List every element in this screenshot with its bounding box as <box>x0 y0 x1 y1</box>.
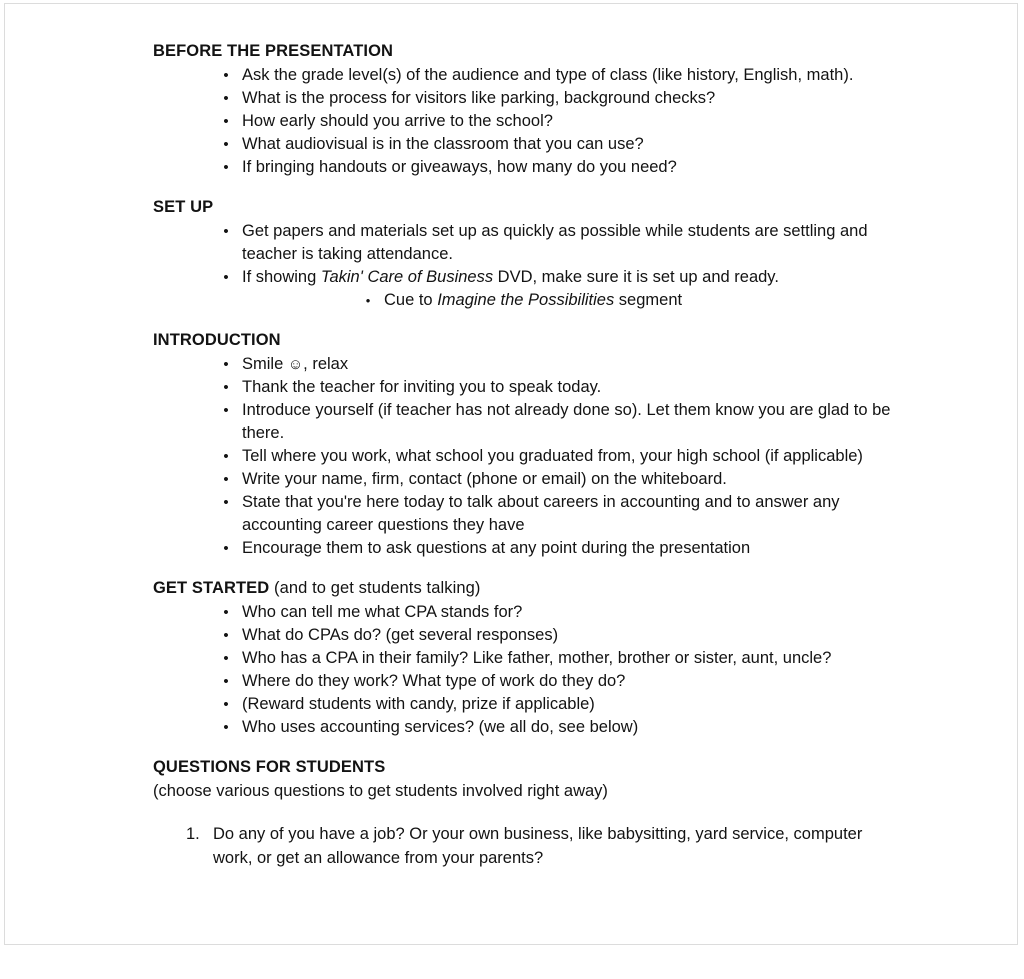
numbered-list-item-text: Do any of you have a job? Or your own business, like babysitting, yard service, computer work, or get an allowance from your parents? <box>213 825 863 867</box>
list-item-text: Ask the grade level(s) of the audience and type of class (like history, English, math). <box>242 66 854 84</box>
list-item-text: Introduce yourself (if teacher has not already done so). Let them know you are glad to be there. <box>242 401 891 442</box>
list-item <box>153 624 893 647</box>
section-get-started <box>153 578 893 739</box>
segment-title-emphasis: Imagine the Possibilities <box>437 291 615 309</box>
bullet-icon: • <box>223 136 229 153</box>
section-set-up <box>153 197 893 312</box>
text-trail: DVD, make sure it is set up and ready. <box>493 268 779 286</box>
sub-bullet-icon: • <box>365 293 371 308</box>
list-item <box>153 110 893 133</box>
list-item <box>153 353 893 376</box>
sub-bullet-list <box>242 289 893 312</box>
list-item-text: If bringing handouts or giveaways, how many do you need? <box>242 158 677 176</box>
bullet-list <box>153 220 893 312</box>
bullet-icon: • <box>223 379 229 396</box>
numbered-list <box>153 822 893 870</box>
section-heading <box>153 197 893 218</box>
section-heading-text: BEFORE THE PRESENTATION <box>153 42 394 60</box>
bullet-icon: • <box>223 90 229 107</box>
list-item <box>153 670 893 693</box>
list-item <box>153 468 893 491</box>
list-item-text: Write your name, firm, contact (phone or email) on the whiteboard. <box>242 470 727 488</box>
media-title-emphasis: Takin' Care of Business <box>320 268 494 286</box>
bullet-icon: • <box>223 673 229 690</box>
list-item <box>153 266 893 312</box>
bullet-icon: • <box>223 719 229 736</box>
sub-list-item-text <box>384 291 682 309</box>
bullet-list <box>153 64 893 179</box>
list-item <box>153 537 893 560</box>
list-item-text: Get papers and materials set up as quickly as possible while students are settling and teacher is taking attendance. <box>242 222 868 263</box>
bullet-icon: • <box>223 604 229 621</box>
bullet-icon: • <box>223 448 229 465</box>
bullet-icon: • <box>223 223 229 240</box>
smiley-face-icon: ☺ <box>287 356 304 373</box>
list-item <box>153 87 893 110</box>
list-item-text: What is the process for visitors like parking, background checks? <box>242 89 716 107</box>
section-heading <box>153 330 893 351</box>
section-subtitle: (choose various questions to get students involved right away) <box>153 782 608 800</box>
text-lead: If showing <box>242 268 321 286</box>
bullet-list <box>153 353 893 560</box>
bullet-icon: • <box>223 494 229 511</box>
text-trail: segment <box>614 291 683 309</box>
section-heading-text: SET UP <box>153 198 214 216</box>
section-heading-text: QUESTIONS FOR STUDENTS <box>153 758 386 776</box>
section-heading <box>153 757 893 778</box>
list-item-text: Tell where you work, what school you graduated from, your high school (if applicable) <box>242 447 863 465</box>
list-item <box>153 601 893 624</box>
list-item-text: Who can tell me what CPA stands for? <box>242 603 523 621</box>
bullet-list <box>153 601 893 739</box>
section-heading-note: (and to get students talking) <box>269 579 481 597</box>
list-item <box>153 399 893 445</box>
list-item-text: Who has a CPA in their family? Like father, mother, brother or sister, aunt, uncle? <box>242 649 832 667</box>
bullet-icon: • <box>223 159 229 176</box>
bullet-icon: • <box>223 471 229 488</box>
section-questions-for-students <box>153 757 893 870</box>
bullet-icon: • <box>223 627 229 644</box>
list-item <box>153 647 893 670</box>
text-lead: Cue to <box>384 291 438 309</box>
bullet-icon: • <box>223 67 229 84</box>
text-trail: , relax <box>303 355 349 373</box>
list-item-text: Encourage them to ask questions at any point during the presentation <box>242 539 751 557</box>
section-heading-text: INTRODUCTION <box>153 331 281 349</box>
numbered-list-item <box>153 822 893 870</box>
list-item-text <box>242 355 348 373</box>
list-item-text <box>242 268 779 286</box>
list-item <box>153 716 893 739</box>
list-item-text: Where do they work? What type of work do they do? <box>242 672 626 690</box>
list-item-text: (Reward students with candy, prize if applicable) <box>242 695 595 713</box>
list-item-text: What audiovisual is in the classroom that you can use? <box>242 135 644 153</box>
bullet-icon: • <box>223 356 229 373</box>
list-item <box>153 220 893 266</box>
bullet-icon: • <box>223 402 229 419</box>
bullet-icon: • <box>223 540 229 557</box>
list-item <box>153 376 893 399</box>
document-body <box>153 41 893 870</box>
list-item-text: Thank the teacher for inviting you to speak today. <box>242 378 602 396</box>
document-page <box>4 3 1018 945</box>
list-item <box>153 64 893 87</box>
list-number-marker: 1. <box>186 825 200 843</box>
list-item-text: Who uses accounting services? (we all do, see below) <box>242 718 639 736</box>
list-item <box>153 133 893 156</box>
list-item-text: How early should you arrive to the school? <box>242 112 553 130</box>
section-heading-text: GET STARTED <box>153 579 270 597</box>
list-item <box>153 693 893 716</box>
bullet-icon: • <box>223 696 229 713</box>
list-item <box>153 445 893 468</box>
list-item <box>153 491 893 537</box>
list-item-text: State that you're here today to talk about careers in accounting and to answer any accounting career questions they have <box>242 493 840 534</box>
sub-list-item <box>242 289 893 312</box>
list-item <box>153 156 893 179</box>
list-item-text: What do CPAs do? (get several responses) <box>242 626 559 644</box>
section-before-the-presentation <box>153 41 893 179</box>
section-heading <box>153 578 893 599</box>
text-lead: Smile <box>242 355 288 373</box>
bullet-icon: • <box>223 650 229 667</box>
bullet-icon: • <box>223 269 229 286</box>
section-heading <box>153 41 893 62</box>
section-introduction <box>153 330 893 560</box>
bullet-icon: • <box>223 113 229 130</box>
